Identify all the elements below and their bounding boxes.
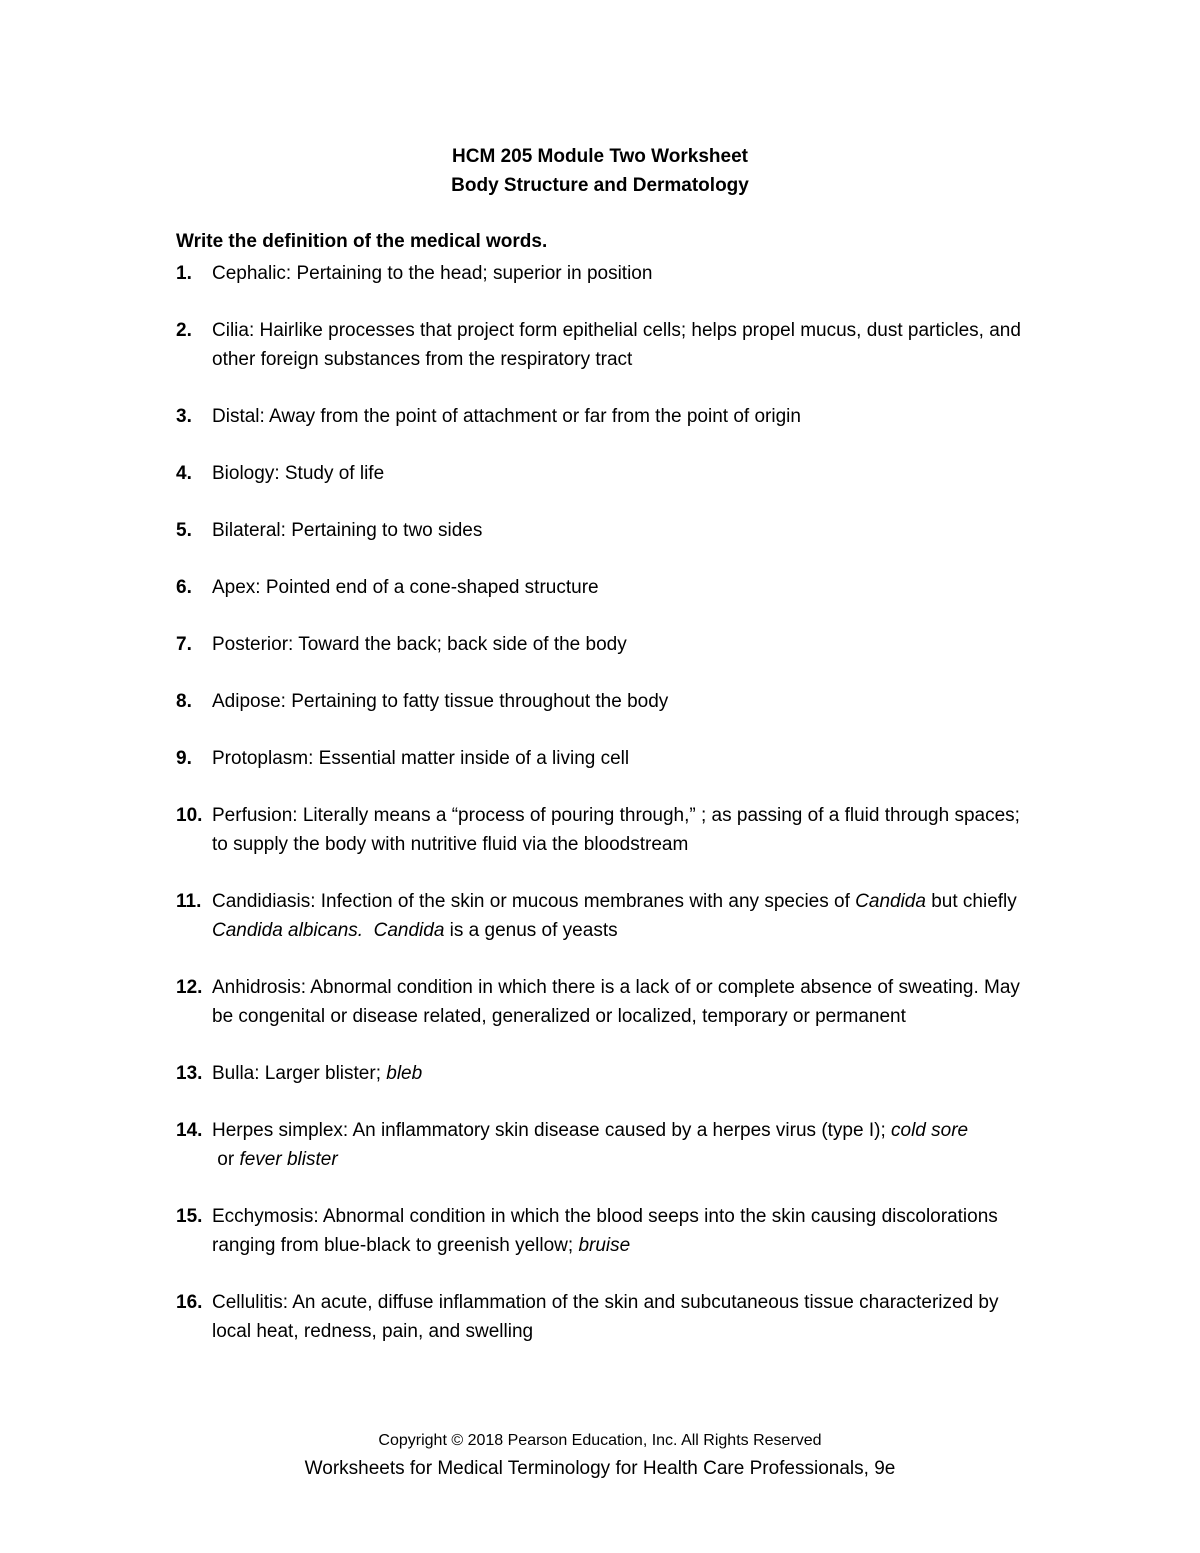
list-item [176,1202,1036,1260]
item-text-part: Candidiasis: Infection of the skin or mucous membranes with any species of [212,891,856,912]
item-number: 9. [176,748,192,769]
copyright-notice: Copyright © 2018 Pearson Education, Inc. All Rights Reserved [378,1432,822,1449]
book-title: Worksheets for Medical Terminology for Health Care Professionals, 9e [304,1458,896,1479]
item-number: 6. [176,577,192,598]
item-text: Perfusion: Literally means a “process of pouring through,” ; as passing of a fluid through spaces; to supply the body with nutritive fluid via the bloodstream [212,805,1020,855]
item-text-part: or [212,1149,240,1170]
item-number: 2. [176,320,192,341]
item-text-part [363,920,374,941]
item-text-italic: Candida albicans. [212,920,364,941]
list-item [176,459,1036,488]
item-text-part: but chiefly [925,891,1017,912]
instructions: Write the definition of the medical words. [176,231,548,252]
item-number: 10. [176,805,203,826]
list-item [176,1288,1036,1346]
item-number: 16. [176,1292,203,1313]
item-text: Cephalic: Pertaining to the head; superior in position [212,263,653,284]
item-number: 3. [176,406,192,427]
item-text: Anhidrosis: Abnormal condition in which there is a lack of or complete absence of sweating. May be congenital or disease related, generalized or localized, temporary or permanent [212,977,1020,1027]
item-text: Apex: Pointed end of a cone-shaped structure [212,577,599,598]
item-text: Adipose: Pertaining to fatty tissue throughout the body [212,691,669,712]
item-number: 1. [176,263,192,284]
item-text: Distal: Away from the point of attachment or far from the point of origin [212,406,801,427]
item-number: 4. [176,463,192,484]
definition-list [176,259,1036,1374]
item-text: Posterior: Toward the back; back side of the body [212,634,627,655]
item-text-italic: bleb [386,1063,423,1084]
item-number: 11. [176,891,202,912]
list-item [176,516,1036,545]
item-text-italic: cold sore [891,1120,969,1141]
item-text: Protoplasm: Essential matter inside of a living cell [212,748,630,769]
item-number: 5. [176,520,192,541]
item-text-italic: fever blister [239,1149,338,1170]
item-text: Bilateral: Pertaining to two sides [212,520,483,541]
list-item [176,630,1036,659]
item-number: 12. [176,977,203,998]
item-text-part: is a genus of yeasts [444,920,618,941]
list-item [176,744,1036,773]
list-item [176,1059,1036,1088]
item-text-italic: bruise [578,1235,631,1256]
list-item [176,316,1036,374]
document-subtitle: Body Structure and Dermatology [451,175,749,196]
item-text-italic: Candida [855,891,926,912]
list-item [176,1116,1036,1174]
list-item [176,259,1036,288]
item-number: 7. [176,634,192,655]
item-text: Biology: Study of life [212,463,385,484]
item-number: 13. [176,1063,203,1084]
list-item [176,402,1036,431]
document-title: HCM 205 Module Two Worksheet [452,146,748,167]
item-text: Cilia: Hairlike processes that project form epithelial cells; helps propel mucus, dust particles, and other foreign substances from the respiratory tract [212,320,1021,370]
item-text-part: Bulla: Larger blister; [212,1063,387,1084]
list-item [176,687,1036,716]
list-item [176,973,1036,1031]
list-item [176,887,1036,945]
item-number: 14. [176,1120,203,1141]
list-item [176,801,1036,859]
item-text-part: Ecchymosis: Abnormal condition in which the blood seeps into the skin causing discolorations ranging from blue-black to greenish yellow; [212,1206,998,1256]
item-text-italic: Candida [373,920,445,941]
list-item [176,573,1036,602]
item-text-part: Herpes simplex: An inflammatory skin disease caused by a herpes virus (type I); [212,1120,892,1141]
item-number: 8. [176,691,192,712]
item-text: Cellulitis: An acute, diffuse inflammation of the skin and subcutaneous tissue characterized by local heat, redness, pain, and swelling [212,1292,999,1342]
item-number: 15. [176,1206,203,1227]
